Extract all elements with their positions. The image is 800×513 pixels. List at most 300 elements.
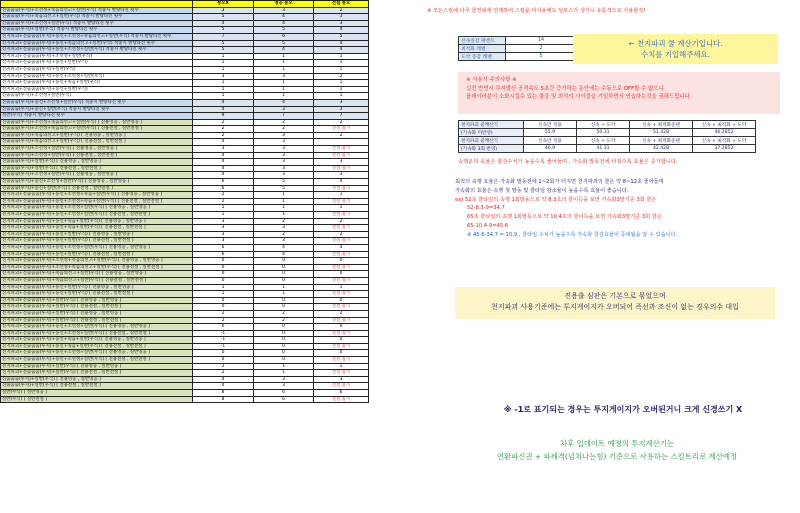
combo-name-cell: 진지파괴+진출출출(투지)+풍신+실반(우식) <box>1 86 193 93</box>
input-row <box>459 53 577 61</box>
legend-tongmo-cell: 전설 불가 <box>314 343 369 350</box>
legend-tongmo-cell: 전설 불가 <box>314 317 369 324</box>
caution-line-2: 플레이어분이 소화시킬수 있는 쿨강 및 최적의 사이클을 기일하면서 연습하는것을 권해드립니다. <box>466 94 692 101</box>
result-cell: 51.428 <box>630 129 693 137</box>
explanation-line: ex) 52초 쿨타임의 속행 1회발동으로 약 8.3초의 쿨이득을 보면 가속화3발기준 3회 쿨은 <box>455 196 657 203</box>
explanation-block <box>455 178 785 240</box>
hero-tongmo-cell: 3 <box>254 172 314 179</box>
combo-name-cell: 진지파괴+진출출출(투지)+풍신+죽음+실반(우식) [ 진용영웅 , 실반영웅 ] <box>1 218 193 225</box>
legend-tongmo-cell: 4 <box>314 244 369 251</box>
legend-tongmo-cell: 6 <box>314 390 369 397</box>
combo-name-cell: 진출출출(투지)+죽음의선고+실반(우식) [ 진용전설 , 실반전설 ] <box>1 139 193 146</box>
combo-name-cell: 실반(우식) 적중시 발탕타진 횟수 <box>1 113 193 120</box>
table-row <box>1 80 369 87</box>
result-header: 신속 + 최적화 + 도약 <box>693 121 756 129</box>
no-tongmo-cell: 1 <box>193 291 254 298</box>
table-row <box>1 198 369 205</box>
legend-tongmo-cell: 3 <box>314 106 369 113</box>
future-update-note <box>456 437 778 463</box>
table-row <box>1 317 369 324</box>
combo-name-cell: 진지파괴+진출출출(투지)+풍신+조선성+죽음의선고+실반(우식) 적중시 발탕타진 횟수 <box>1 33 193 40</box>
result-header: 신속만 적용 <box>524 137 577 145</box>
hero-tongmo-cell: 0 <box>254 324 314 331</box>
explanation-line: 최적의 속행 효율은 가속화 발동전에 1~2회가 터지면 천지파괴의 쿨은 약 8~12초 줄어들며 <box>455 179 664 185</box>
table-row <box>1 47 369 54</box>
hint-line-1: ← 천지파괴 쿨 계산기입니다. <box>628 39 723 48</box>
table-row <box>1 304 369 311</box>
combo-name-cell: 진지파괴+진출출출(투지)+조선성+죽음의선고+실반(우식) [ 진용전설 , 실반전설 ] <box>1 264 193 271</box>
legend-tongmo-cell: 전설 불가 <box>314 383 369 390</box>
legend-tongmo-cell: 0 <box>314 324 369 331</box>
caution-title: ※ 사용시 주의사항 ※ <box>466 77 517 83</box>
hero-tongmo-cell: 6 <box>254 33 314 40</box>
table-body <box>1 7 369 403</box>
result-header-row <box>459 121 756 129</box>
combo-name-cell: 진지파괴+진출출출(투지)+풍신+조선성+실반(우식) [ 진용전설 , 실반전설 ] <box>1 357 193 364</box>
explanation-line: 52-8.3-9=34.7 <box>467 205 505 212</box>
combo-name-cell: 진지파괴+진출출출(투지)+풍신+조선성+실반(우식) 적중시 발탕타진 횟수 <box>1 47 193 54</box>
combo-name-cell: 진출출출(투지)+실반(우식) [ 진용영웅 , 실반영웅 ] <box>1 376 193 383</box>
future-line-1: 차후 업데이트 예정의 투지계산기는 <box>559 439 675 448</box>
table-row <box>1 27 369 34</box>
no-tongmo-cell: 0 <box>193 277 254 284</box>
no-tongmo-cell: 6 <box>193 185 254 192</box>
table-row <box>1 330 369 337</box>
result-header: 신속 + 최적화준텐 <box>630 137 693 145</box>
table-row <box>1 93 369 100</box>
combo-name-cell: 진지파괴+진출출출(투지)+풍신+조선성+실반(우식) [ 진용영웅 , 실반영웅 ] <box>1 244 193 251</box>
legend-tongmo-cell: 전설 불가 <box>314 251 369 258</box>
no-tongmo-cell: 5 <box>193 47 254 54</box>
table-row <box>1 86 369 93</box>
hero-tongmo-cell: 3 <box>254 238 314 245</box>
hero-tongmo-cell: 5 <box>254 27 314 34</box>
combo-name-cell: 진지파괴+진출출출(투지)+풍신+조선성+실반(우식) [ 진용전설 , 실반전설 ] <box>1 212 193 219</box>
legend-tongmo-cell: 4 <box>314 27 369 34</box>
combo-name-cell: 진지파괴+진출출출(투지)+풍신+실반(우식) <box>1 60 193 67</box>
hero-tongmo-cell: 0 <box>254 297 314 304</box>
table-row <box>1 126 369 133</box>
hero-tongmo-cell: 3 <box>254 139 314 146</box>
combo-name-cell: 진출출출(투지)+조선성+실반(우식) [ 진용영웅 , 실반영웅 ] <box>1 172 193 179</box>
hero-tongmo-cell: 5 <box>254 40 314 47</box>
no-tongmo-cell: 0 <box>193 264 254 271</box>
legend-tongmo-cell: 전설 불가 <box>314 165 369 172</box>
combo-name-cell: 진출출출(투지)+조선성+죽음의선고+실반(우식) [ 진용전설 , 실반전설 ] <box>1 126 193 133</box>
combo-name-cell: 진지파괴+진출출출(투지)+풍신+조선성+실반(우식) [ 진용영웅 , 실반영웅 ] <box>1 205 193 212</box>
combo-name-cell: 진출출출(투지)+조선성+죽음의선고+실반(우식) 적중시 발탕타진 횟수 <box>1 7 193 14</box>
legend-tongmo-cell: 전설 불가 <box>314 330 369 337</box>
no-tongmo-cell: 4 <box>193 376 254 383</box>
hero-tongmo-cell: 2 <box>254 317 314 324</box>
legend-tongmo-cell: 전설 불가 <box>314 146 369 153</box>
result-header: 천지파괴 쿨계산기 <box>459 121 524 129</box>
explanation-line: 가속화의 효율은 속행 첫 발동 및 쿨타임 감소율이 높을수록 효율이 좋습니다. <box>455 187 629 194</box>
legend-tongmo-cell: 7 <box>314 113 369 120</box>
no-tongmo-cell: 4 <box>193 20 254 27</box>
legend-tongmo-cell: 0 <box>314 337 369 344</box>
no-tongmo-cell: 8 <box>193 390 254 397</box>
no-tongmo-cell: 2 <box>193 317 254 324</box>
table-row <box>1 146 369 153</box>
legend-tongmo-cell <box>314 139 369 146</box>
hero-tongmo-cell: 1 <box>254 198 314 205</box>
combo-name-cell: 진지파괴+진출출출(투지)+조선성+실반(우식) <box>1 53 193 60</box>
hero-tongmo-cell: 4 <box>254 20 314 27</box>
hero-tongmo-cell: 5 <box>254 185 314 192</box>
legend-tongmo-cell: 3 <box>314 159 369 166</box>
legend-tongmo-cell: 전설 불가 <box>314 238 369 245</box>
hero-tongmo-cell: 0 <box>254 264 314 271</box>
legend-tongmo-cell: 3 <box>314 20 369 27</box>
hero-tongmo-cell: 0 <box>254 337 314 344</box>
explanation-line: 65-10.4-9=45.6 <box>467 222 509 229</box>
result-header: 신속 + 최적화 + 도약 <box>693 137 756 145</box>
table-row <box>1 132 369 139</box>
combo-name-cell: 진출출출(투지)+조선성+실반(우식) 적중시 발탕타진 횟수 <box>1 20 193 27</box>
no-tongmo-cell: 4 <box>193 165 254 172</box>
table-row <box>1 244 369 251</box>
no-tongmo-cell: 8 <box>193 396 254 403</box>
combo-name-cell: 진지파괴+진출출출(투지)+풍신+실반(우식) [ 진용전설 , 실반전설 ] <box>1 251 193 258</box>
table-row <box>1 14 369 21</box>
legend-tongmo-cell: 2 <box>314 73 369 80</box>
hero-tongmo-cell: 0 <box>254 343 314 350</box>
caution-box <box>458 72 780 114</box>
table-row <box>1 337 369 344</box>
no-tongmo-cell: 2 <box>193 363 254 370</box>
no-tongmo-cell: 2 <box>193 126 254 133</box>
hero-tongmo-cell: 5 <box>254 179 314 186</box>
table-row <box>1 113 369 120</box>
no-tongmo-cell: 1 <box>193 205 254 212</box>
combo-name-cell: 진지파괴+진출출출(투지)+풍신+조선성+실반(우식) <box>1 73 193 80</box>
no-tongmo-cell: 3 <box>193 238 254 245</box>
no-tongmo-cell: 3 <box>193 7 254 14</box>
no-tongmo-cell: 1 <box>193 66 254 73</box>
table-row <box>1 40 369 47</box>
optimize-level-input[interactable]: 2 <box>506 45 577 53</box>
table-header-row <box>1 1 369 8</box>
combo-name-cell: 진출출출(투지)+조선성+실반(우식) [ 진용전설 , 실반전설 ] <box>1 152 193 159</box>
legend-tongmo-cell: 1 <box>314 60 369 67</box>
hero-tongmo-cell: 0 <box>254 330 314 337</box>
no-tongmo-cell: 4 <box>193 99 254 106</box>
combo-name-cell: 진출출출(투지)+실반(우식) 적중시 발탕타진 횟수 <box>1 27 193 34</box>
result-cell: 42.428 <box>630 145 693 153</box>
no-tongmo-cell: 1 <box>193 80 254 87</box>
combo-name-cell: 진지파괴+진출출출(투지)+풍신+조선성+죽음+실반(우식) [ 진용영웅 , 실반영웅 ] <box>1 192 193 199</box>
combo-name-cell: 진지파괴+진출출출(투지)+실반(우식) [ 진용전설 , 실반전설 ] <box>1 317 193 324</box>
hero-tongmo-cell: 3 <box>254 376 314 383</box>
hero-tongmo-cell: 1 <box>254 370 314 377</box>
assumption-line-2: 천지파괴 사용기준에는 투지게이지가 오버되어 즉선과 조신이 없는 경우의수 대입 <box>491 303 739 311</box>
hero-tongmo-cell: 1 <box>254 53 314 60</box>
combo-name-cell: 진출출출(투지)+풍신+실반(우식) [ 진용전설 , 실반전설 ] <box>1 185 193 192</box>
hero-tongmo-cell: 2 <box>254 119 314 126</box>
no-tongmo-cell: 1 <box>193 284 254 291</box>
table-row <box>1 370 369 377</box>
no-tongmo-cell: 1 <box>193 53 254 60</box>
no-tongmo-cell: 1 <box>193 93 254 100</box>
table-row <box>1 225 369 232</box>
table-row <box>1 350 369 357</box>
combo-name-cell: 진지파괴+진출출출(투지)+조선성+죽음의선고+실반(우식) [ 진용영웅 , 실반영웅 ] <box>1 258 193 265</box>
hero-tongmo-cell: 3 <box>254 165 314 172</box>
combo-name-cell: 진출출출(투지)+죽음의선고+실반(우식) [ 진용영웅 , 실반영웅 ] <box>1 132 193 139</box>
hero-tongmo-cell: 0 <box>254 271 314 278</box>
combo-name-cell: 진지파괴+진출출출(투지)+실반(우식) [ 진용전설 , 실반전설 ] <box>1 370 193 377</box>
input-row <box>459 45 577 53</box>
no-tongmo-cell: 0 <box>193 350 254 357</box>
no-tongmo-cell: 5 <box>193 40 254 47</box>
combo-name-cell: 진지파괴+진출출출(투지)+풍신+실반(우식) [ 진용전설 , 실반전설 ] <box>1 238 193 245</box>
legend-tongmo-cell: 전설 불가 <box>314 126 369 133</box>
table-row <box>1 357 369 364</box>
legend-tongmo-cell: 1 <box>314 205 369 212</box>
header-combo <box>1 1 193 8</box>
table-row <box>1 297 369 304</box>
hero-tongmo-cell: 3 <box>254 7 314 14</box>
hero-tongmo-cell: 1 <box>254 363 314 370</box>
table-row <box>1 277 369 284</box>
no-tongmo-cell: 2 <box>193 370 254 377</box>
combo-name-cell: 진출출출(투지)+조선성+실반(우식) <box>1 93 193 100</box>
hero-tongmo-cell: 0 <box>254 277 314 284</box>
table-row <box>1 66 369 73</box>
combo-name-cell: 진지파괴+진출출출(투지)+실반(우식) [ 진용영웅 , 실반영웅 ] <box>1 363 193 370</box>
legend-tongmo-cell: 전설 불가 <box>314 152 369 159</box>
legend-tongmo-cell: 전설 불가 <box>314 291 369 298</box>
caution-line-1: 실전 반영시 투지발산 공격속도 5초간 증가하는 동안에는 수동으로 OFF할 수 없으니 <box>466 85 664 92</box>
hero-tongmo-cell: 3 <box>254 159 314 166</box>
efficiency-note: 속행운의 효율은 쿨감수치가 높을수록 줄어들며 , 가속화 발동전에 터질수록 효율은 증가합니다. <box>458 159 678 165</box>
hero-tongmo-cell: 2 <box>254 126 314 133</box>
hero-tongmo-cell: 4 <box>254 99 314 106</box>
hero-tongmo-cell: 6 <box>254 390 314 397</box>
table-row <box>1 185 369 192</box>
hero-tongmo-cell: 2 <box>254 218 314 225</box>
legend-tongmo-cell: 3 <box>314 99 369 106</box>
combo-name-cell: 진출출출(투지)+실반(우식) [ 진용전설 , 실반전설 ] <box>1 383 193 390</box>
skill-combo-table <box>0 0 369 403</box>
table-row <box>1 396 369 403</box>
no-tongmo-cell: 2 <box>193 310 254 317</box>
legend-tongmo-cell: 전설 불가 <box>314 304 369 311</box>
legend-tongmo-cell: 1 <box>314 53 369 60</box>
combo-name-cell: 진지파괴+진출출출(투지)+풍신+죽음의선고+실반(우식) 적중시 발탕타진 횟수 <box>1 40 193 47</box>
combo-name-cell: 진지파괴+진출출출(투지)+풍신+실반(우식) [ 진용영웅 , 실반영웅 ] <box>1 231 193 238</box>
hero-tongmo-cell: 4 <box>254 244 314 251</box>
table-row <box>1 165 369 172</box>
hero-tongmo-cell: 3 <box>254 132 314 139</box>
speed-percent-input[interactable]: 14 <box>506 37 577 45</box>
no-tongmo-cell: 0 <box>193 271 254 278</box>
table-row <box>1 390 369 397</box>
legend-tongmo-cell: 전설 불가 <box>314 212 369 219</box>
table-row <box>1 343 369 350</box>
no-tongmo-cell: 9 <box>193 113 254 120</box>
no-tongmo-cell: 6 <box>193 244 254 251</box>
table-row <box>1 192 369 199</box>
calculator-hint-box <box>573 34 778 64</box>
legend-tongmo-cell: 2 <box>314 231 369 238</box>
result-cell: 46.9 <box>524 145 577 153</box>
table-row <box>1 291 369 298</box>
hero-tongmo-cell: 3 <box>254 106 314 113</box>
table-row <box>1 106 369 113</box>
hero-tongmo-cell: 4 <box>254 251 314 258</box>
table-row <box>1 238 369 245</box>
combo-name-cell: 진지파괴+진출출출(투지)+풍신+조선성+실반(우식) [ 진용전설 , 실반전설 ] <box>1 330 193 337</box>
table-row <box>1 53 369 60</box>
legend-tongmo-cell: 전설 불가 <box>314 277 369 284</box>
header-no-tongmo: 통모X <box>193 1 254 8</box>
header-hero-tongmo: 영웅 통모 <box>254 1 314 8</box>
legend-tongmo-cell: 전설 불가 <box>314 357 369 364</box>
table-row <box>1 7 369 14</box>
result-header: 신속 + 도약 <box>577 121 630 129</box>
no-tongmo-cell: 2 <box>193 132 254 139</box>
hero-tongmo-cell: 1 <box>254 66 314 73</box>
result-row-label: (가속화 미반영) <box>459 129 524 137</box>
no-tongmo-cell: 3 <box>193 225 254 232</box>
no-tongmo-cell: 0 <box>193 258 254 265</box>
no-tongmo-cell: 3 <box>193 231 254 238</box>
legend-tongmo-cell: 2 <box>314 7 369 14</box>
cooldown-input-table <box>458 36 577 61</box>
result-cell: 41.31 <box>577 145 630 153</box>
table-row <box>1 139 369 146</box>
combo-name-cell: 진출출출(투지)+조선성+실반(우식) [ 진용영웅 , 실반영웅 ] <box>1 146 193 153</box>
combo-name-cell: 진지파괴+진출출출(투지)+풍신+실반(우식) [ 진용영웅 , 실반영웅 ] <box>1 284 193 291</box>
result-row-label: (가속화 3회 반영) <box>459 145 524 153</box>
legend-tongmo-cell: 1 <box>314 363 369 370</box>
legend-tongmo-cell: 전설 불가 <box>314 264 369 271</box>
combo-name-cell: 실반(우식) [ 실반전설 ] <box>1 396 193 403</box>
no-tongmo-cell: 2 <box>193 198 254 205</box>
legend-tongmo-cell: 4 <box>314 179 369 186</box>
legend-tongmo-cell: 1 <box>314 66 369 73</box>
skill-combo-table-wrapper <box>0 0 368 403</box>
legend-tongmo-cell: 3 <box>314 14 369 21</box>
no-tongmo-cell: 2 <box>193 192 254 199</box>
no-tongmo-cell: -1 <box>193 337 254 344</box>
legend-tongmo-cell: 2 <box>314 119 369 126</box>
combo-name-cell: 진출출출(투지)+실반(우식) [ 진용전설 , 실반전설 ] <box>1 165 193 172</box>
legend-tongmo-cell: 0 <box>314 297 369 304</box>
result-row <box>459 129 756 137</box>
header-legend-tongmo: 전설 통모 <box>314 1 369 8</box>
no-tongmo-cell: 1 <box>193 60 254 67</box>
top-warning-note: ※ 모든스킬에 나무 쿨정형에 연계하여 스킬을 미사용해도 딜로스가 생기니 유통적으로 사용할것! <box>427 8 646 14</box>
table-row <box>1 212 369 219</box>
combo-name-cell: 진출출출(투지)+죽음의선고+실반(우식) 적중시 발탕타진 횟수 <box>1 14 193 21</box>
combo-name-cell: 진출출출(투지)+풍신+조선성+실반(우식) 적중시 발탕타진 횟수 <box>1 99 193 106</box>
legend-tongmo-cell: 4 <box>314 47 369 54</box>
no-tongmo-cell: 4 <box>193 139 254 146</box>
combo-name-cell: 진지파괴+진출출출(투지)+풍신+조선성+죽음+실반(우식) [ 진용전설 , 실반전설 ] <box>1 198 193 205</box>
hero-tongmo-cell: 3 <box>254 146 314 153</box>
table-row <box>1 271 369 278</box>
table-row <box>1 363 369 370</box>
legend-tongmo-cell: 0 <box>314 258 369 265</box>
hero-tongmo-cell: 1 <box>254 212 314 219</box>
combo-name-cell: 진지파괴+진출출출(투지)+풍신+죽음+실반(우식) [ 진용영웅 , 실반영웅 ] <box>1 337 193 344</box>
legend-tongmo-cell: 1 <box>314 93 369 100</box>
legend-tongmo-cell: 1 <box>314 80 369 87</box>
table-row <box>1 231 369 238</box>
table-row <box>1 60 369 67</box>
no-tongmo-cell: 4 <box>193 152 254 159</box>
no-tongmo-cell: 0 <box>193 297 254 304</box>
combo-name-cell: 진출출출(투지)+풍신+실반(우식) 적중시 발탕타진 횟수 <box>1 106 193 113</box>
combo-name-cell: 실반(우식) [ 실반영웅 ] <box>1 390 193 397</box>
hero-tongmo-cell: 0 <box>254 357 314 364</box>
combo-name-cell: 진지파괴+진출출출(투지)+풍신+죽음+실반(우식) <box>1 80 193 87</box>
hint-line-2: 수치를 기입해주세요. <box>641 50 710 59</box>
combo-name-cell: 진출출출(투지)+실반(우식) [ 진용영웅 , 실반영웅 ] <box>1 159 193 166</box>
hero-tongmo-cell: 3 <box>254 73 314 80</box>
no-tongmo-cell: 3 <box>193 218 254 225</box>
hero-tongmo-cell: 2 <box>254 310 314 317</box>
no-tongmo-cell: 7 <box>193 33 254 40</box>
hero-tongmo-cell: 1 <box>254 86 314 93</box>
table-row <box>1 284 369 291</box>
no-tongmo-cell: -1 <box>193 330 254 337</box>
legend-tongmo-cell: 전설 불가 <box>314 396 369 403</box>
legend-tongmo-cell: 3 <box>314 172 369 179</box>
no-tongmo-cell: 1 <box>193 212 254 219</box>
leap-level-input[interactable]: 5 <box>506 53 577 61</box>
table-row <box>1 218 369 225</box>
no-tongmo-cell: 3 <box>193 73 254 80</box>
combo-name-cell: 진지파괴+진출출출(투지)+실반(우식) <box>1 66 193 73</box>
input-label: 최적화 레벨 <box>459 45 506 53</box>
legend-tongmo-cell: 전설 불가 <box>314 370 369 377</box>
table-row <box>1 324 369 331</box>
result-cell: 37.2852 <box>693 145 756 153</box>
hero-tongmo-cell: 3 <box>254 383 314 390</box>
hero-tongmo-cell: 2 <box>254 231 314 238</box>
assumption-line-1: 진용출 심판은 기본으로 묶었으며 <box>564 292 666 300</box>
cooldown-result-table <box>458 120 756 153</box>
negative-value-warning: ※ -1로 표기되는 경우는 투지게이지가 오버된거니 크게 신경쓰기 X <box>503 405 743 414</box>
table-row <box>1 73 369 80</box>
combo-name-cell: 진지파괴+진출출출(투지)+풍신+실반(우식) [ 진용전설 , 실반전설 ] <box>1 291 193 298</box>
legend-tongmo-cell: 1 <box>314 192 369 199</box>
legend-tongmo-cell: 전설 불가 <box>314 225 369 232</box>
legend-tongmo-cell: 전설 불가 <box>314 185 369 192</box>
no-tongmo-cell: 2 <box>193 119 254 126</box>
legend-tongmo-cell: 2 <box>314 218 369 225</box>
no-tongmo-cell: -1 <box>193 343 254 350</box>
no-tongmo-cell: 0 <box>193 304 254 311</box>
hero-tongmo-cell: 0 <box>254 304 314 311</box>
legend-tongmo-cell: 전설 불가 <box>314 198 369 205</box>
combo-name-cell: 진지파괴+진출출출(투지)+실반(우식) [ 진용영웅 , 실반영웅 ] <box>1 310 193 317</box>
legend-tongmo-cell: 1 <box>314 86 369 93</box>
hero-tongmo-cell: 0 <box>254 350 314 357</box>
combo-name-cell: 진지파괴+진출출출(투지)+실반(우식) [ 진용영웅 , 실반영웅 ] <box>1 297 193 304</box>
no-tongmo-cell: 6 <box>193 251 254 258</box>
legend-tongmo-cell: 5 <box>314 33 369 40</box>
legend-tongmo-cell: 2 <box>314 132 369 139</box>
hero-tongmo-cell: 1 <box>254 284 314 291</box>
table-row <box>1 172 369 179</box>
no-tongmo-cell: 1 <box>193 86 254 93</box>
hero-tongmo-cell: 3 <box>254 152 314 159</box>
